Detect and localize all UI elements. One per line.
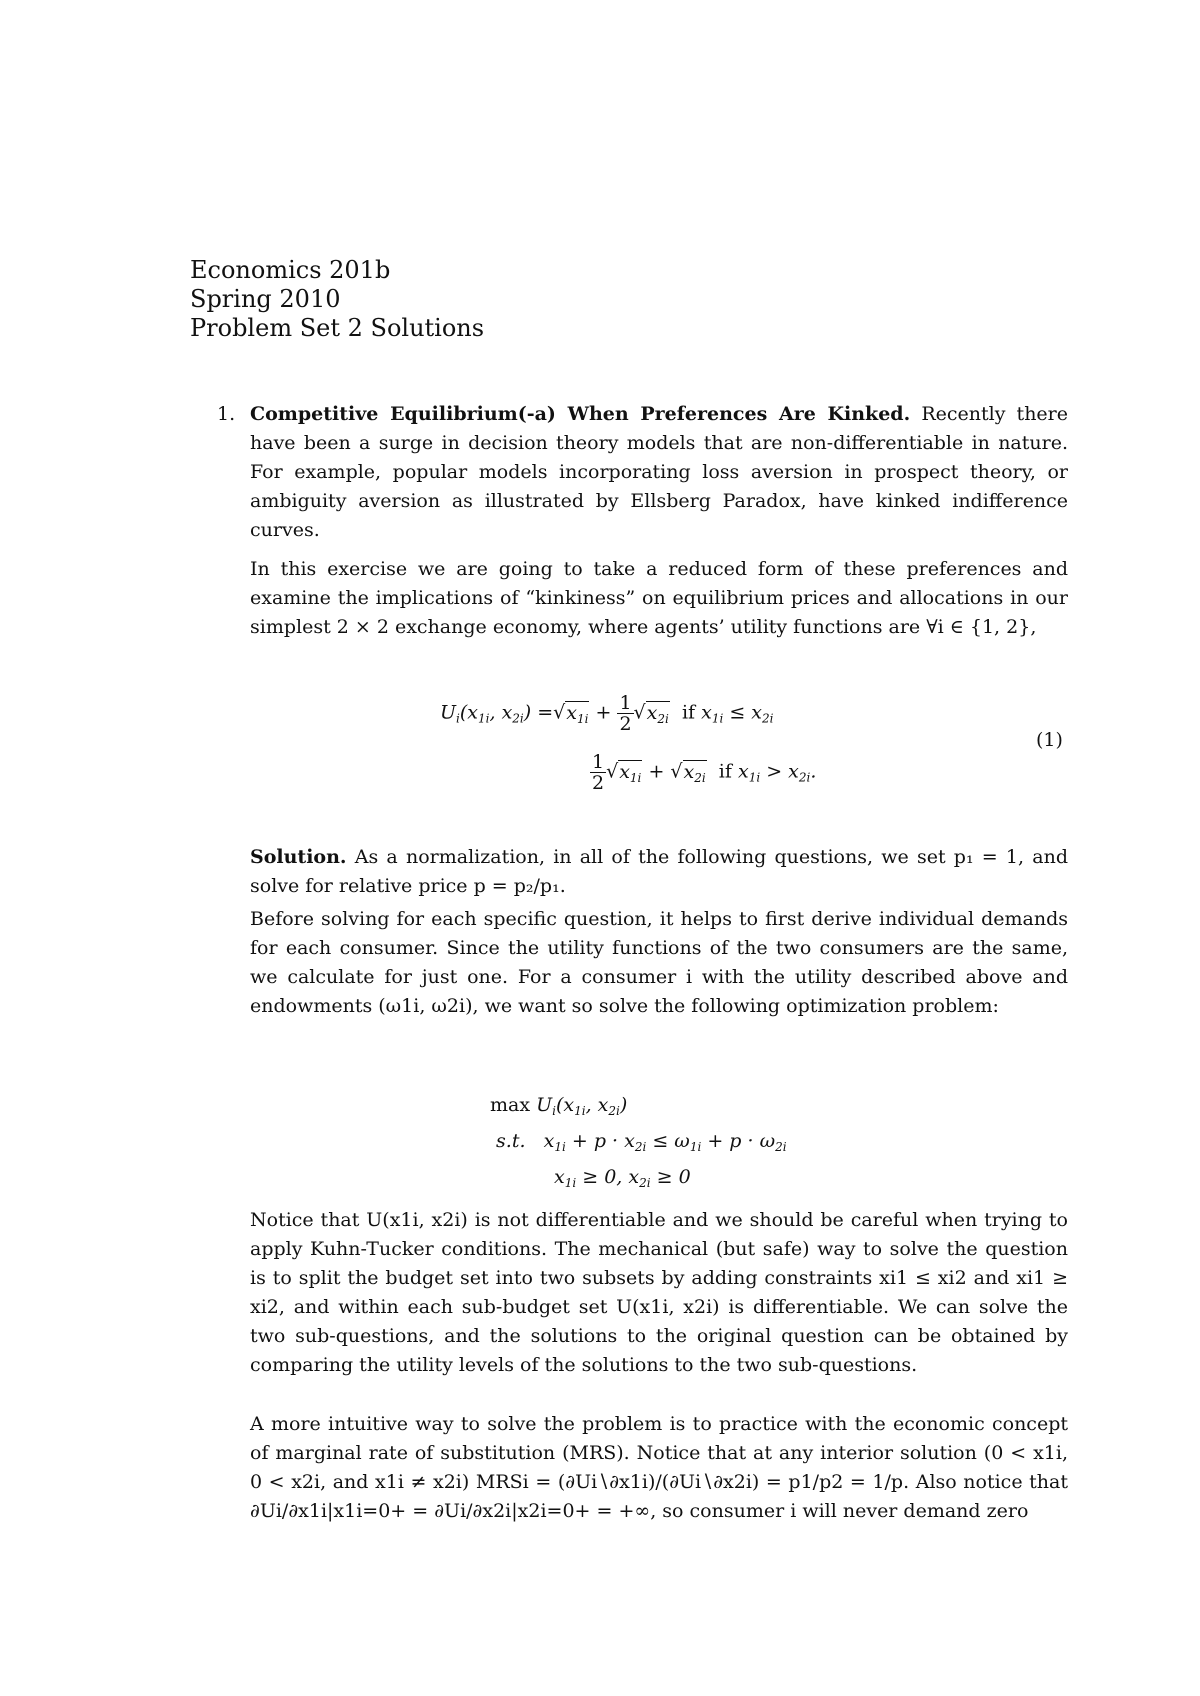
solution-normalization: As a normalization, in all of the following questions, we set p₁ = 1, and solve for relative price p = p₂/p₁. (250, 846, 1068, 897)
utility-equation-line-2: $\frac{1}{2}$ $√x_{1i} + √x_{2i}$ if $x_{1i} > x_{2i}$. (592, 751, 817, 794)
course-title: Economics 201b (190, 256, 391, 284)
solution-part-2 (250, 1206, 1068, 1526)
solution-kuhn-tucker: Notice that U(x1i, x2i) is not differentiable and we should be careful when trying to apply Kuhn-Tucker conditions. The mechanical (but safe) way to solve the question is to split the budget set into two subsets by adding constraints xi1 ≤ xi2 and xi1 ≥ xi2, and within each sub-budget set U(x1i, x2i) is differentiable. We can solve the two sub-questions, and the solutions to the original question can be obtained by comparing the utility levels of the solutions to the two sub-questions. (250, 1209, 1068, 1376)
solution-normalization-paragraph (250, 843, 1068, 901)
problem-number: 1. (217, 403, 236, 425)
solution-part-1 (250, 843, 1068, 1021)
problem-setup: In this exercise we are going to take a reduced form of these preferences and examine the implications of “kinkiness” on equilibrium prices and allocations in our simplest 2 × 2 exchange economy, where agents’ utility functions are ∀i ∈ {1, 2}, (250, 558, 1068, 638)
solution-mrs: A more intuitive way to solve the problem is to practice with the economic concept of marginal rate of substitution (MRS). Notice that at any interior solution (0 < x1i, 0 < x2i, and x1i ≠ x2i) MRSi = (∂Ui∖∂x1i)/(∂Ui∖∂x2i) = p1/p2 = 1/p. Also notice that ∂Ui/∂x1i|x1i=0+ = ∂Ui/∂x2i|x2i=0+ = +∞, so consumer i will never demand zero (250, 1413, 1068, 1522)
document-header (190, 256, 484, 343)
term: Spring 2010 (190, 285, 341, 313)
utility-equation-line-1: $U_i(x_{1i}$, $x_{2i}) =√x_{1i}$ + $\frac{1}{2}$ $√x_{2i}$ if $x_{1i} \le x_{2i}$ (440, 692, 774, 735)
equation-number: (1) (1036, 729, 1063, 751)
solution-label: Solution. (250, 846, 347, 868)
problem-statement (250, 400, 1068, 642)
problem-heading: Competitive Equilibrium(-a) When Preferences Are Kinked. (250, 403, 911, 425)
optimization-problem: $\max U_i(x_{1i}$, $x_{2i}$) s.t. $x_{1i} + p \cdot x_{2i} \le \omega_{1i} + p \cdot \omega_{2i}$ $x_{1i} \ge 0$, $x_{2i} \ge 0$ (490, 1094, 787, 1190)
problem-intro: Recently there have been a surge in decision theory models that are non-differentiable in nature. For example, popular models incorporating loss aversion in prospect theory, or ambiguity aversion as illustrated by Ellsberg Paradox, have kinked indifference curves. (250, 403, 1069, 541)
document-title: Problem Set 2 Solutions (190, 314, 485, 342)
problem-paragraph-1 (250, 400, 1068, 545)
solution-demands: Before solving for each specific question, it helps to first derive individual demands for each consumer. Since the utility functions of the two consumers are the same, we calculate for just one. For a consumer i with the utility described above and endowments (ω1i, ω2i), we want so solve the following optimization problem: (250, 908, 1068, 1017)
